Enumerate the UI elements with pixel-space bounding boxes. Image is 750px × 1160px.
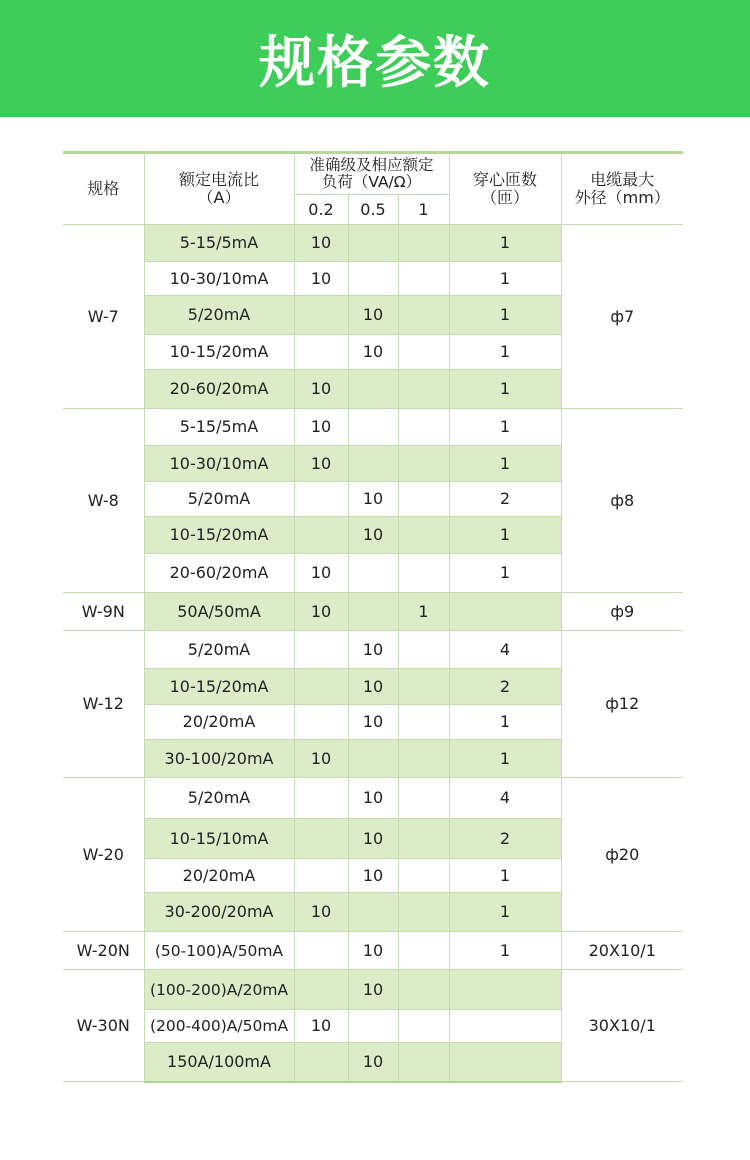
header-accuracy-1: 1 xyxy=(398,195,449,225)
turns-cell: 4 xyxy=(449,631,561,669)
cable-diameter-cell: ф8 xyxy=(561,409,683,593)
accuracy-0.2-cell: 10 xyxy=(294,225,348,262)
accuracy-1-cell xyxy=(398,932,449,970)
accuracy-1-cell xyxy=(398,554,449,593)
header-spec: 规格 xyxy=(63,153,144,225)
ratio-cell: 5/20mA xyxy=(144,296,294,335)
ratio-cell: 20/20mA xyxy=(144,705,294,740)
table-row xyxy=(63,778,683,819)
spec-model-cell: W-9N xyxy=(63,593,144,631)
accuracy-0.5-cell: 10 xyxy=(348,819,398,859)
header-load xyxy=(294,153,449,195)
accuracy-1-cell xyxy=(398,1043,449,1082)
accuracy-1-cell xyxy=(398,893,449,932)
accuracy-1-cell xyxy=(398,859,449,893)
spec-model-cell: W-12 xyxy=(63,631,144,778)
cable-diameter-cell: ф20 xyxy=(561,778,683,932)
ratio-cell: 20-60/20mA xyxy=(144,370,294,409)
header-load-line2: 负荷（VA/Ω） xyxy=(321,173,422,191)
spec-table xyxy=(63,151,683,1083)
page-title: 规格参数 xyxy=(259,30,491,96)
turns-cell: 1 xyxy=(449,554,561,593)
header-cable xyxy=(561,153,683,225)
cable-diameter-cell: 20X10/1 xyxy=(561,932,683,970)
ratio-cell: (100-200)A/20mA xyxy=(144,970,294,1010)
accuracy-0.2-cell: 10 xyxy=(294,262,348,296)
accuracy-1-cell xyxy=(398,370,449,409)
header-ratio-line1: 额定电流比 xyxy=(178,170,259,189)
accuracy-0.2-cell: 10 xyxy=(294,893,348,932)
accuracy-0.2-cell xyxy=(294,335,348,370)
accuracy-0.2-cell: 10 xyxy=(294,1010,348,1043)
accuracy-1-cell xyxy=(398,262,449,296)
header-ratio-line2: （A） xyxy=(197,188,241,207)
table-row xyxy=(63,932,683,970)
header-turns-line1: 穿心匝数 xyxy=(472,170,537,189)
accuracy-1-cell: 1 xyxy=(398,593,449,631)
ratio-cell: 5/20mA xyxy=(144,631,294,669)
accuracy-0.5-cell xyxy=(348,370,398,409)
cable-diameter-cell: ф12 xyxy=(561,631,683,778)
header-cable-line2: 外径（mm） xyxy=(574,188,670,207)
accuracy-1-cell xyxy=(398,335,449,370)
turns-cell: 1 xyxy=(449,932,561,970)
accuracy-0.5-cell: 10 xyxy=(348,859,398,893)
ratio-cell: 20/20mA xyxy=(144,859,294,893)
spec-model-cell: W-30N xyxy=(63,970,144,1082)
accuracy-0.5-cell xyxy=(348,409,398,446)
accuracy-0.5-cell: 10 xyxy=(348,482,398,517)
spec-model-cell: W-20N xyxy=(63,932,144,970)
accuracy-0.5-cell: 10 xyxy=(348,932,398,970)
turns-cell: 2 xyxy=(449,482,561,517)
turns-cell: 4 xyxy=(449,778,561,819)
accuracy-0.5-cell xyxy=(348,262,398,296)
turns-cell: 1 xyxy=(449,446,561,482)
turns-cell xyxy=(449,1010,561,1043)
accuracy-1-cell xyxy=(398,970,449,1010)
turns-cell: 1 xyxy=(449,262,561,296)
accuracy-0.5-cell xyxy=(348,740,398,778)
ratio-cell: 10-15/10mA xyxy=(144,819,294,859)
turns-cell: 2 xyxy=(449,819,561,859)
turns-cell: 1 xyxy=(449,705,561,740)
accuracy-0.5-cell xyxy=(348,554,398,593)
ratio-cell: 5/20mA xyxy=(144,778,294,819)
accuracy-0.2-cell xyxy=(294,669,348,705)
title-banner xyxy=(0,0,750,117)
ratio-cell: 5-15/5mA xyxy=(144,225,294,262)
accuracy-1-cell xyxy=(398,296,449,335)
accuracy-0.5-cell: 10 xyxy=(348,631,398,669)
accuracy-1-cell xyxy=(398,482,449,517)
ratio-cell: 10-30/10mA xyxy=(144,446,294,482)
accuracy-1-cell xyxy=(398,446,449,482)
turns-cell: 1 xyxy=(449,859,561,893)
turns-cell xyxy=(449,970,561,1010)
accuracy-0.2-cell: 10 xyxy=(294,370,348,409)
accuracy-0.2-cell xyxy=(294,296,348,335)
spec-model-cell: W-7 xyxy=(63,225,144,409)
accuracy-1-cell xyxy=(398,778,449,819)
accuracy-1-cell xyxy=(398,225,449,262)
accuracy-0.5-cell: 10 xyxy=(348,778,398,819)
ratio-cell: 10-15/20mA xyxy=(144,669,294,705)
ratio-cell: 5-15/5mA xyxy=(144,409,294,446)
accuracy-0.5-cell xyxy=(348,593,398,631)
turns-cell: 1 xyxy=(449,893,561,932)
accuracy-0.2-cell xyxy=(294,705,348,740)
accuracy-0.2-cell: 10 xyxy=(294,593,348,631)
header-accuracy-0.5: 0.5 xyxy=(348,195,398,225)
accuracy-0.2-cell: 10 xyxy=(294,554,348,593)
accuracy-0.2-cell xyxy=(294,1043,348,1082)
accuracy-0.2-cell xyxy=(294,631,348,669)
cable-diameter-cell: ф9 xyxy=(561,593,683,631)
header-turns-line2: （匝） xyxy=(480,188,529,207)
accuracy-1-cell xyxy=(398,819,449,859)
turns-cell: 1 xyxy=(449,370,561,409)
accuracy-0.2-cell: 10 xyxy=(294,446,348,482)
ratio-cell: 10-15/20mA xyxy=(144,517,294,554)
accuracy-1-cell xyxy=(398,705,449,740)
ratio-cell: 50A/50mA xyxy=(144,593,294,631)
turns-cell: 2 xyxy=(449,669,561,705)
turns-cell xyxy=(449,593,561,631)
accuracy-0.2-cell xyxy=(294,517,348,554)
ratio-cell: 10-15/20mA xyxy=(144,335,294,370)
accuracy-0.5-cell xyxy=(348,893,398,932)
ratio-cell: 10-30/10mA xyxy=(144,262,294,296)
accuracy-0.2-cell xyxy=(294,482,348,517)
ratio-cell: 30-100/20mA xyxy=(144,740,294,778)
accuracy-1-cell xyxy=(398,740,449,778)
accuracy-0.5-cell xyxy=(348,446,398,482)
header-turns xyxy=(449,153,561,225)
accuracy-0.5-cell xyxy=(348,225,398,262)
ratio-cell: (50-100)A/50mA xyxy=(144,932,294,970)
accuracy-0.2-cell: 10 xyxy=(294,740,348,778)
accuracy-0.5-cell: 10 xyxy=(348,335,398,370)
accuracy-0.2-cell xyxy=(294,778,348,819)
accuracy-0.5-cell xyxy=(348,1010,398,1043)
header-cable-line1: 电缆最大 xyxy=(590,170,655,189)
accuracy-0.2-cell xyxy=(294,932,348,970)
accuracy-1-cell xyxy=(398,1010,449,1043)
turns-cell: 1 xyxy=(449,296,561,335)
spec-model-cell: W-8 xyxy=(63,409,144,593)
turns-cell: 1 xyxy=(449,225,561,262)
ratio-cell: 5/20mA xyxy=(144,482,294,517)
turns-cell: 1 xyxy=(449,517,561,554)
table-row xyxy=(63,631,683,669)
accuracy-0.5-cell: 10 xyxy=(348,1043,398,1082)
ratio-cell: 150A/100mA xyxy=(144,1043,294,1082)
accuracy-0.2-cell: 10 xyxy=(294,409,348,446)
spec-model-cell: W-20 xyxy=(63,778,144,932)
ratio-cell: 20-60/20mA xyxy=(144,554,294,593)
ratio-cell: (200-400)A/50mA xyxy=(144,1010,294,1043)
cable-diameter-cell: 30X10/1 xyxy=(561,970,683,1082)
spec-table-body xyxy=(63,225,683,1082)
accuracy-0.2-cell xyxy=(294,970,348,1010)
accuracy-0.5-cell: 10 xyxy=(348,296,398,335)
accuracy-0.2-cell xyxy=(294,859,348,893)
accuracy-0.5-cell: 10 xyxy=(348,669,398,705)
turns-cell: 1 xyxy=(449,409,561,446)
accuracy-0.2-cell xyxy=(294,819,348,859)
accuracy-1-cell xyxy=(398,631,449,669)
accuracy-1-cell xyxy=(398,517,449,554)
header-accuracy-0.2: 0.2 xyxy=(294,195,348,225)
table-row xyxy=(63,225,683,262)
turns-cell: 1 xyxy=(449,335,561,370)
table-row xyxy=(63,409,683,446)
turns-cell xyxy=(449,1043,561,1082)
header-load-line1: 准确级及相应额定 xyxy=(309,156,434,174)
header-ratio xyxy=(144,153,294,225)
turns-cell: 1 xyxy=(449,740,561,778)
accuracy-1-cell xyxy=(398,409,449,446)
accuracy-0.5-cell: 10 xyxy=(348,970,398,1010)
cable-diameter-cell: ф7 xyxy=(561,225,683,409)
accuracy-0.5-cell: 10 xyxy=(348,705,398,740)
table-row xyxy=(63,970,683,1010)
accuracy-1-cell xyxy=(398,669,449,705)
ratio-cell: 30-200/20mA xyxy=(144,893,294,932)
accuracy-0.5-cell: 10 xyxy=(348,517,398,554)
table-row xyxy=(63,593,683,631)
